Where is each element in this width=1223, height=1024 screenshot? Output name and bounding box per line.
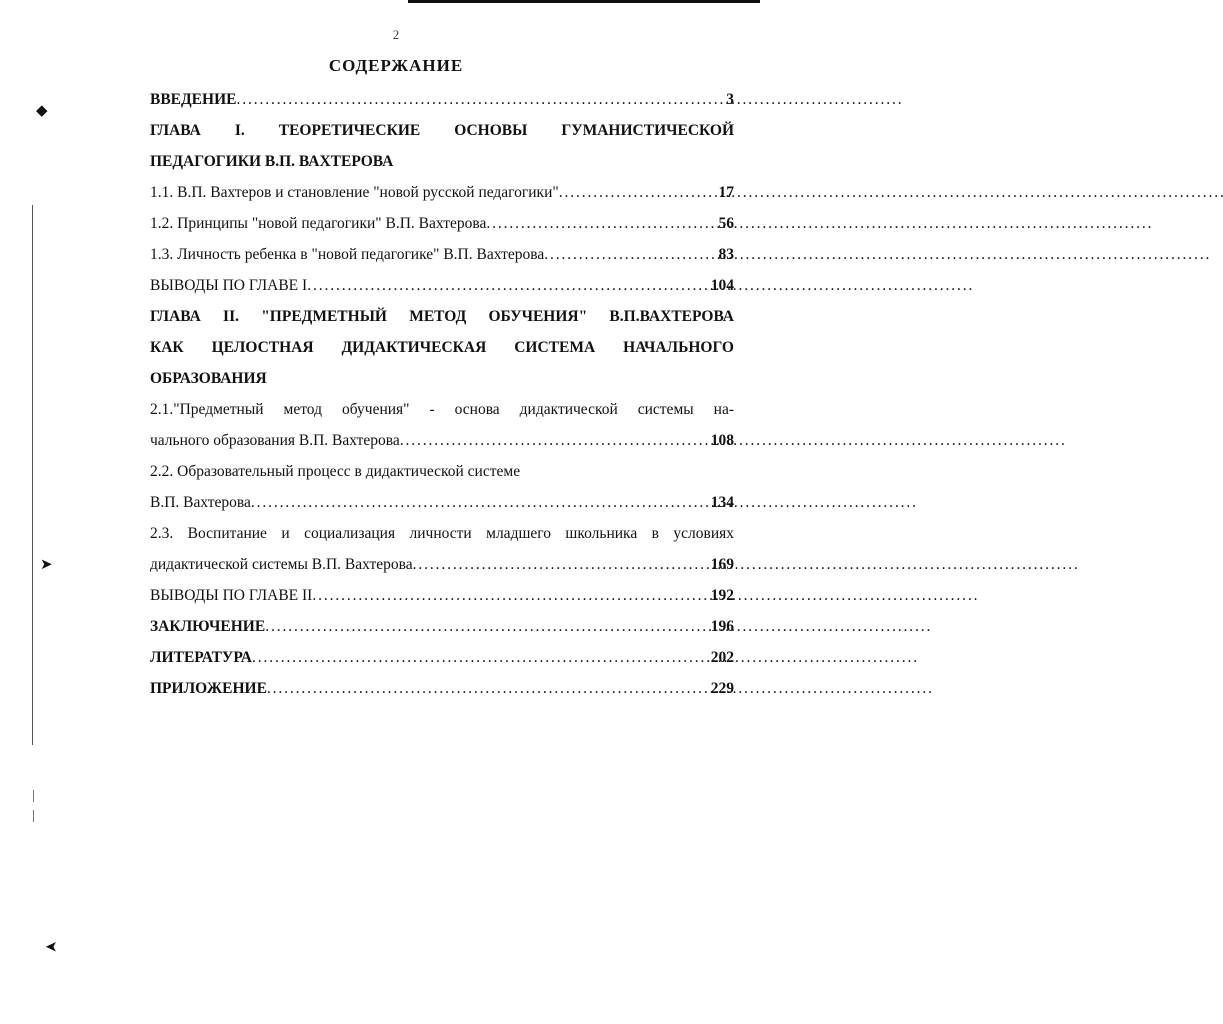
toc-entry-conclusion <box>150 611 734 642</box>
toc-entry-page: 169 <box>710 556 734 573</box>
toc-entry-appendix <box>150 673 734 704</box>
toc-entry-label: ВЫВОДЫ ПО ГЛАВЕ I <box>150 277 308 294</box>
toc-entry-page: 83 <box>718 246 734 263</box>
toc-entry-section-1-3 <box>150 239 734 270</box>
dot-leader <box>251 487 709 518</box>
toc-entry-label: дидактической системы В.П. Вахтерова <box>150 556 413 573</box>
toc-entry-page: 56 <box>718 215 734 232</box>
toc-entry-page: 108 <box>710 432 734 449</box>
dot-leader <box>252 642 709 673</box>
dot-leader <box>236 84 724 115</box>
dot-leader <box>312 580 708 611</box>
toc-entry-page: 134 <box>710 494 734 511</box>
dot-leader <box>307 270 709 301</box>
toc-entry-section-1-1 <box>150 177 734 208</box>
toc-entry-section-2-1-line: 2.1."Предметный метод обучения" - основа дидактической системы на- <box>150 401 734 418</box>
toc-entry-section-2-3 <box>150 549 734 580</box>
toc-entry-label: ВЫВОДЫ ПО ГЛАВЕ II <box>150 587 313 604</box>
scan-mark-arrow: ➤ <box>45 938 58 954</box>
top-edge-rule <box>408 0 760 3</box>
toc-entry-section-2-1 <box>150 425 734 456</box>
dot-leader <box>559 177 717 208</box>
chapter-1-heading-continued: ПЕДАГОГИКИ В.П. ВАХТЕРОВА <box>150 153 394 170</box>
chapter-2-heading-end: ОБРАЗОВАНИЯ <box>150 370 267 387</box>
toc-entry-page: 192 <box>710 587 734 604</box>
dot-leader <box>400 425 709 456</box>
left-margin-rule <box>32 205 33 745</box>
chapter-2-heading-continued: КАК ЦЕЛОСТНАЯ ДИДАКТИЧЕСКАЯ СИСТЕМА НАЧАЛЬНОГО <box>150 339 734 356</box>
chapter-1-heading: ГЛАВА I. ТЕОРЕТИЧЕСКИЕ ОСНОВЫ ГУМАНИСТИЧЕСКОЙ <box>150 122 734 139</box>
toc-entry-page: 17 <box>718 184 734 201</box>
toc-entry-label: 1.1. В.П. Вахтеров и становление "новой русской педагогики" <box>150 184 559 201</box>
toc-entry-chapter-1-conclusions <box>150 270 734 301</box>
toc-entry-page: 3 <box>726 91 734 108</box>
toc-entry-label: 1.2. Принципы "новой педагогики" В.П. Вахтерова <box>150 215 487 232</box>
left-margin-tick <box>33 790 34 802</box>
toc-entry-label: чального образования В.П. Вахтерова <box>150 432 400 449</box>
toc-entry-section-2-3-line: 2.3. Воспитание и социализация личности младшего школьника в условиях <box>150 525 734 542</box>
toc-entry-literature <box>150 642 734 673</box>
page-number: 2 <box>392 27 400 42</box>
toc-entry-label: 1.3. Личность ребенка в "новой педагогике" В.П. Вахтерова <box>150 246 545 263</box>
dot-leader <box>267 673 709 704</box>
toc-entry-intro <box>150 84 734 115</box>
page-title: СОДЕРЖАНИЕ <box>328 56 464 75</box>
toc-entry-page: 196 <box>710 618 734 635</box>
left-margin-tick <box>33 810 34 822</box>
toc-entry-page: 104 <box>710 277 734 294</box>
toc-entry-label: ЛИТЕРАТУРА <box>150 649 252 666</box>
toc-entry-section-2-2-line: 2.2. Образовательный процесс в дидактической системе <box>150 463 521 480</box>
toc-entry-label: ЗАКЛЮЧЕНИЕ <box>150 618 266 635</box>
dot-leader <box>413 549 709 580</box>
toc-entry-page: 202 <box>710 649 734 666</box>
toc-entry-section-2-2 <box>150 487 734 518</box>
toc-entry-page: 229 <box>710 680 734 697</box>
toc-entry-label: ВВЕДЕНИЕ <box>150 91 237 108</box>
toc-entry-section-1-2 <box>150 208 734 239</box>
toc-entry-chapter-2-conclusions <box>150 580 734 611</box>
dot-leader <box>265 611 709 642</box>
toc-entry-label: ПРИЛОЖЕНИЕ <box>150 680 267 697</box>
toc-entry-label: В.П. Вахтерова <box>150 494 251 511</box>
dot-leader <box>486 208 716 239</box>
table-of-contents <box>150 84 734 704</box>
scan-mark-arrow: ➤ <box>40 557 53 573</box>
scan-mark-arrow: ◆ <box>36 103 48 119</box>
dot-leader <box>544 239 716 270</box>
chapter-2-heading: ГЛАВА II. "ПРЕДМЕТНЫЙ МЕТОД ОБУЧЕНИЯ" В.П.ВАХТЕРОВА <box>150 308 734 325</box>
